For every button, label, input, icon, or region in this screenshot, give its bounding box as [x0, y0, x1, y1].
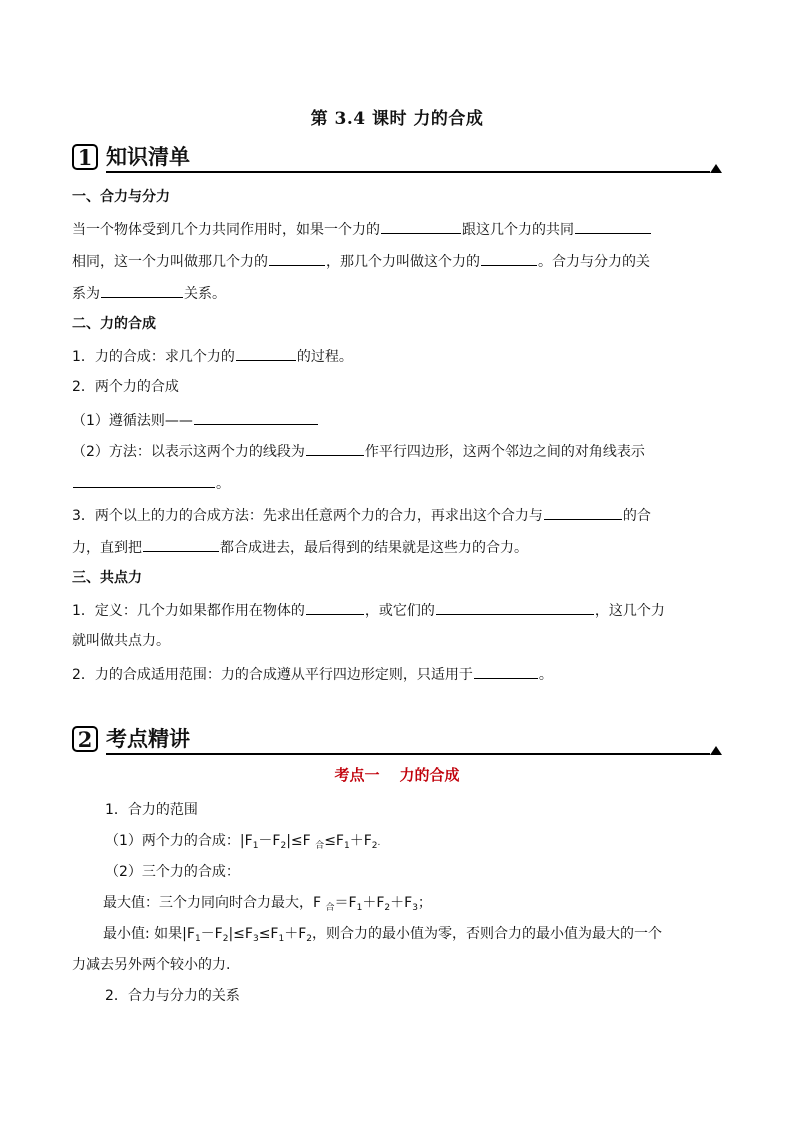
formula-line	[105, 832, 755, 855]
text: （1）两个力的合成：|F	[105, 833, 253, 849]
subscript: 2	[280, 841, 287, 851]
paragraph-line: （2）三个力的合成：	[105, 864, 240, 880]
fill-blank	[73, 473, 215, 488]
subscript: 1	[194, 934, 201, 944]
text: 力，直到把	[72, 540, 142, 556]
text: ＋F	[349, 833, 372, 849]
subscript: 合	[325, 903, 335, 913]
subscript: 3	[252, 934, 259, 944]
subscript: 2	[371, 841, 378, 851]
paragraph-line: 1．合力的范围	[105, 802, 198, 818]
section-number-badge: 1	[72, 144, 98, 170]
section-header-knowledge	[72, 144, 722, 176]
key-point-title	[0, 766, 794, 784]
text: ，则合力的最小值为零，否则合力的最小值为最大的一个	[312, 926, 663, 942]
fill-blank	[101, 283, 183, 298]
section-number-badge: 2	[72, 726, 98, 752]
text: 。合力与分力的关	[538, 254, 650, 270]
text: 。	[538, 667, 553, 683]
paragraph-line: 2．合力与分力的关系	[105, 988, 240, 1004]
fill-blank	[474, 664, 538, 679]
paragraph-line	[72, 537, 722, 557]
text: ≤F	[258, 926, 279, 942]
triangle-marker-icon	[710, 164, 722, 173]
section-rule	[106, 753, 710, 755]
subscript: 1	[343, 841, 350, 851]
paragraph-line	[72, 346, 722, 366]
text: ＋F	[284, 926, 307, 942]
heading-concurrent-forces: 三、共点力	[72, 570, 142, 586]
key-point-topic: 力的合成	[399, 766, 460, 784]
heading-resultant-component: 一、合力与分力	[72, 189, 170, 205]
subscript: 1	[252, 841, 259, 851]
subscript: 1	[278, 934, 285, 944]
section-title: 知识清单	[106, 145, 190, 169]
section-rule	[106, 171, 710, 173]
paragraph-line	[72, 473, 722, 493]
subscript: 1	[356, 903, 363, 913]
text: 最小值: 如果|F	[103, 926, 195, 942]
fill-blank	[194, 410, 318, 425]
text: 2．力的合成适用范围：力的合成遵从平行四边形定则，只适用于	[72, 667, 473, 683]
text: 1．定义：几个力如果都作用在物体的	[72, 603, 305, 619]
fill-blank	[481, 251, 537, 266]
text: ，那几个力叫做这个力的	[326, 254, 480, 270]
text: ＝F	[334, 895, 357, 911]
paragraph-line	[72, 251, 722, 271]
text: －F	[200, 926, 223, 942]
section-title: 考点精讲	[106, 727, 190, 751]
text: 1．力的合成：求几个力的	[72, 349, 235, 365]
subscript: 2	[222, 934, 229, 944]
fill-blank	[306, 441, 364, 456]
text: |≤F	[286, 833, 316, 849]
paragraph-line	[72, 283, 722, 303]
subscript: 合	[315, 841, 325, 851]
text: 的过程。	[296, 349, 353, 365]
subscript: 3	[412, 903, 418, 913]
section-header-key-points	[72, 726, 722, 758]
text: 都合成进去，最后得到的结果就是这些力的合力。	[220, 540, 528, 556]
paragraph-line	[72, 664, 722, 684]
subscript: 2	[306, 934, 313, 944]
paragraph-line	[72, 505, 722, 525]
text: 的合	[622, 508, 651, 524]
text: ；	[417, 895, 432, 911]
text: －F	[258, 833, 281, 849]
paragraph-line	[72, 441, 722, 461]
heading-force-composition: 二、力的合成	[72, 316, 156, 332]
fill-blank	[269, 251, 325, 266]
text: 最大值：三个力同向时合力最大，F	[103, 895, 326, 911]
formula-line	[103, 894, 753, 917]
paragraph-line	[72, 600, 722, 620]
fill-blank	[575, 219, 651, 234]
fill-blank	[381, 219, 461, 234]
fill-blank	[306, 600, 364, 615]
text: .	[377, 838, 381, 848]
text: 当一个物体受到几个力共同作用时，如果一个力的	[72, 222, 380, 238]
key-point-label: 考点一	[334, 766, 380, 784]
text: |≤F	[228, 926, 253, 942]
subscript: 2	[384, 903, 391, 913]
triangle-marker-icon	[710, 746, 722, 755]
text: 跟这几个力的共同	[462, 222, 574, 238]
text: 。	[216, 476, 230, 492]
text: 关系。	[184, 286, 226, 302]
paragraph-line: 就叫做共点力。	[72, 633, 170, 649]
text: （1）遵循法则——	[72, 413, 193, 429]
text: 3．两个以上的力的合成方法：先求出任意两个力的合力，再求出这个合力与	[72, 508, 543, 524]
text: （2）方法：以表示这两个力的线段为	[72, 444, 305, 460]
fill-blank	[436, 600, 594, 615]
paragraph-line: 2．两个力的合成	[72, 379, 179, 395]
text: ，这几个力	[594, 603, 665, 619]
fill-blank	[544, 505, 622, 520]
text: 作平行四边形，这两个邻边之间的对角线表示	[364, 444, 645, 460]
page-title: 第 3.4 课时 力的合成	[310, 109, 484, 129]
text: ＋F	[362, 895, 385, 911]
text: ＋F	[390, 895, 413, 911]
text: 系为	[72, 286, 100, 302]
fill-blank	[143, 537, 219, 552]
paragraph-line	[72, 410, 722, 430]
paragraph-line: 力减去另外两个较小的力.	[72, 957, 231, 973]
text: 相同，这一个力叫做那几个力的	[72, 254, 268, 270]
text: ≤F	[324, 833, 344, 849]
paragraph-line	[72, 219, 722, 239]
formula-line	[103, 925, 753, 948]
fill-blank	[236, 346, 296, 361]
text: ，或它们的	[364, 603, 435, 619]
